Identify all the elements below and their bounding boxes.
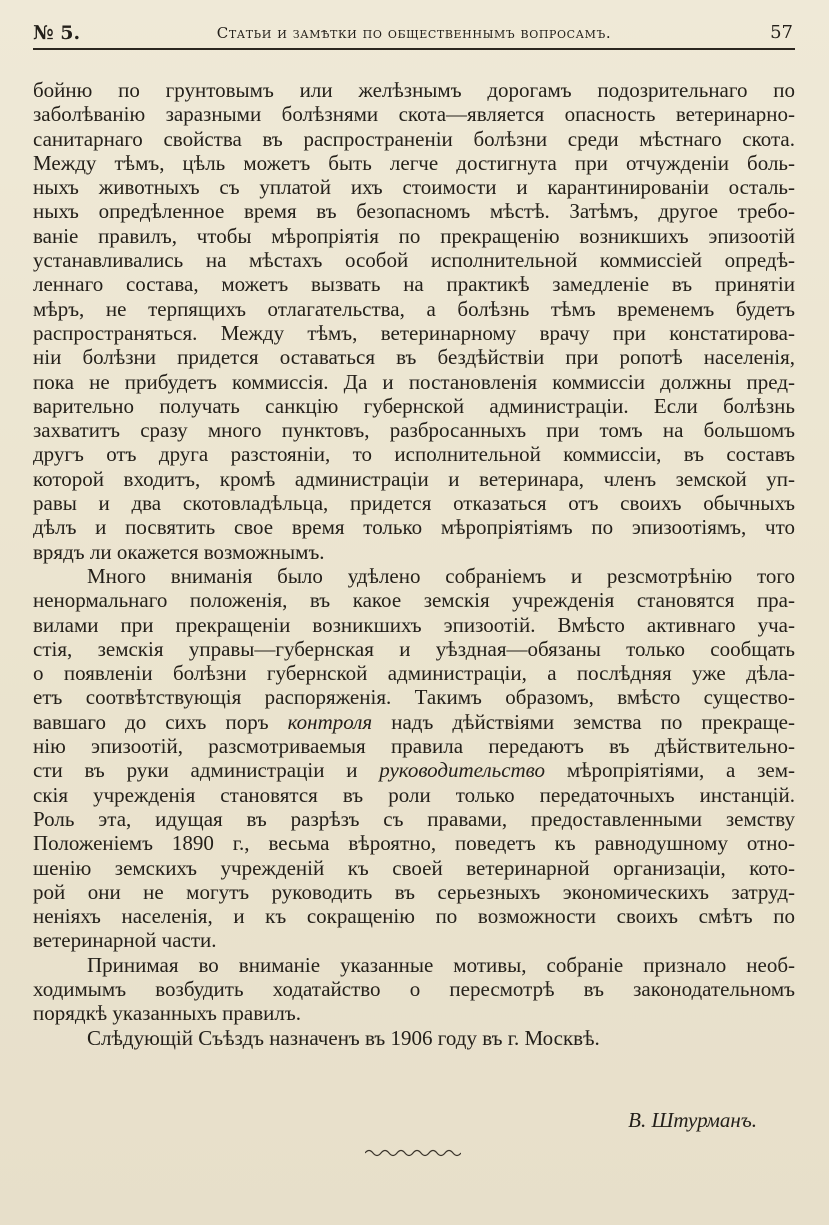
text-line: Принимая во вниманіе указанные мотивы, собраніе признало необ- [87,952,795,977]
text-line: нію эпизоотій, разсмотриваемыя правила передаютъ въ дѣйствительно- [33,734,795,759]
text-line: варительно получать санкцію губернской администраціи. Если болѣзнь [33,393,795,418]
paragraph [33,1026,795,1050]
text-line: о появленіи болѣзни губернской администраціи, а послѣдняя уже дѣла- [33,661,795,686]
text-line: вавшаго до сихъ поръ контроля надъ дѣйствіями земства по прекраще- [33,709,796,734]
text-line: шенію земскихъ учрежденій къ своей ветеринарной организаціи, кото- [33,855,795,880]
wave-ornament [365,1148,461,1158]
paragraph [33,78,795,564]
text-line: сти въ руки администраціи и руководительство мѣропріятіями, а зем- [33,758,796,783]
text-line: порядкѣ указанныхъ правилъ. [33,1001,301,1026]
text-line: ныхъ опредѣленное время въ безопасномъ мѣстѣ. Затѣмъ, другое требо- [33,199,795,224]
paragraph [33,564,795,953]
text-line: дѣлъ и посвятить свое время только мѣропріятіямъ по эпизоотіямъ, что [33,515,795,540]
article-body [33,78,795,1050]
emphasized-word: контроля [287,709,373,734]
text-line: мѣръ, не терпящихъ отлагательства, а болѣзнь тѣмъ временемъ будетъ [33,296,795,321]
text-line: захватитъ сразу много пунктовъ, разбросанныхъ при томъ на большомъ [33,418,795,443]
text-line: стія, земскія управы—губернская и уѣздная—обязаны только сообщать [33,636,795,661]
text-line: Между тѣмъ, цѣль можетъ быть легче достигнута при отчужденіи боль- [33,150,795,175]
text-line: рой они не могутъ руководить въ серьезныхъ экономическихъ затруд- [33,879,795,904]
text-line: ветеринарной части. [33,928,217,953]
emphasized-word: руководительство [379,758,546,783]
text-line: ваніе правилъ, чтобы мѣропріятія по прекращенію возникшихъ эпизоотій [33,223,795,248]
text-line: неніяхъ населенія, и къ сокращенію по возможности своихъ смѣтъ по [33,904,795,929]
text-line: бойню по грунтовымъ или желѣзнымъ дорогамъ подозрительнаго по [33,78,795,102]
text-line: вилами при прекращеніи возникшихъ эпизоотій. Вмѣсто активнаго уча- [33,612,795,637]
running-header [33,14,795,50]
text-line: санитарнаго свойства въ распространеніи болѣзни среди мѣстнаго скота. [33,126,795,151]
text-line: заболѣванію заразными болѣзнями скота—является опасность ветеринарно- [33,102,795,127]
text-line: Роль эта, идущая въ разрѣзъ съ правами, предоставленными земству [33,806,795,831]
text-line: которой входитъ, кромѣ администраціи и ветеринара, членъ земской уп- [33,466,795,491]
text-line: ніи болѣзни придется оставаться въ бездѣйствіи при ропотѣ населенія, [33,345,795,370]
author-signature: В. Штурманъ. [628,1108,757,1132]
text-line: врядъ ли окажется возможнымъ. [33,539,325,564]
text-line: Слѣдующій Съѣздъ назначенъ въ 1906 году въ г. Москвѣ. [87,1025,600,1050]
text-line: равы и два скотовладѣльца, придется отказаться отъ своихъ обычныхъ [33,491,795,516]
text-line: ненормальнаго положенія, въ какое земскія учрежденія становятся пра- [33,588,795,613]
text-line: распространяться. Между тѣмъ, ветеринарному врачу при констатирова- [33,320,795,345]
paragraph [33,953,795,1026]
text-line: скія учрежденія становятся въ роли только передаточныхъ инстанцій. [33,782,795,807]
page-number: 57 [770,22,793,43]
text-line: ныхъ животныхъ съ уплатой ихъ стоимости и карантинированіи осталь- [33,175,795,200]
text-line: етъ соотвѣтствующія распоряженія. Такимъ образомъ, вмѣсто существо- [33,685,795,710]
text-line: устанавливались на мѣстахъ особой исполнительной коммиссіей опредѣ- [33,248,795,273]
text-line: пока не прибудетъ коммиссія. Да и постановленія коммиссіи должны пред- [33,369,795,394]
text-line: Положеніемъ 1890 г., весьма вѣроятно, поведетъ къ равнодушному отно- [33,831,795,856]
running-title: Статьи и замѣтки по общественнымъ вопросамъ. [216,24,612,42]
text-line: другъ отъ друга разстояніи, то исполнительной коммиссіи, въ составъ [33,442,795,467]
text-line: леннаго состава, можетъ вызвать на практикѣ замедленіе въ принятіи [33,272,795,297]
text-line: ходимымъ возбудить ходатайство о пересмотрѣ въ законодательномъ [33,976,795,1001]
text-line: Много вниманія было удѣлено собраніемъ и резсмотрѣнію того [87,563,795,588]
issue-number: № 5. [33,22,81,44]
